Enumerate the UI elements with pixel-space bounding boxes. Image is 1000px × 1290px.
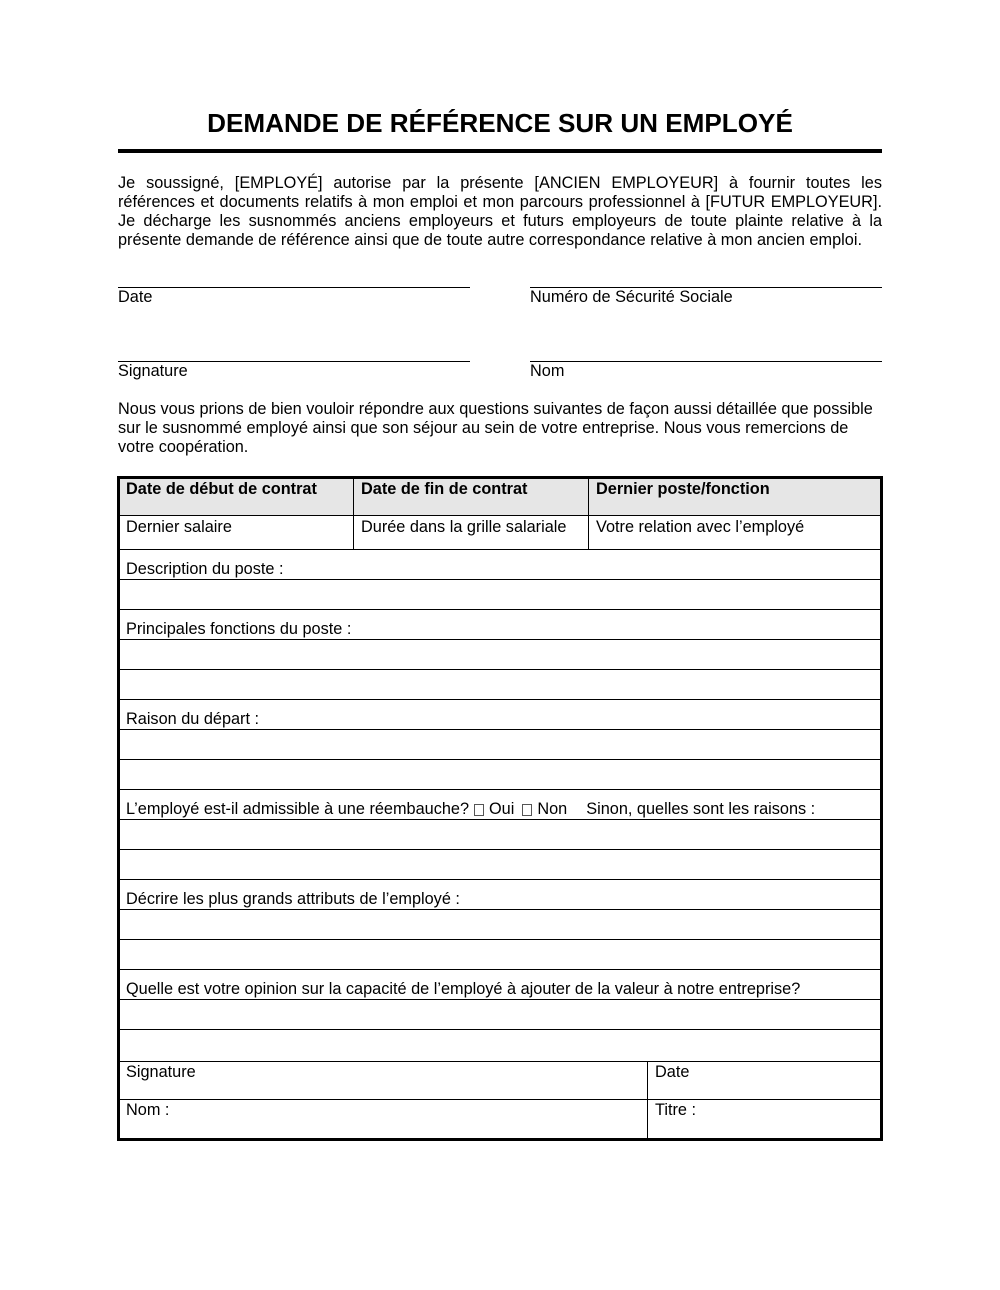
last-salary-label: Dernier salaire <box>126 518 232 536</box>
last-position-label: Dernier poste/fonction <box>596 480 770 498</box>
answer-line[interactable] <box>120 730 880 760</box>
value-opinion-label: Quelle est votre opinion sur la capacité de l’employé à ajouter de la valeur à notre entreprise? <box>126 980 801 998</box>
request-line: Nous vous prions de bien vouloir répondre aux questions suivantes de façon aussi détaillée que possible <box>118 400 873 418</box>
authorization-paragraph <box>118 174 882 250</box>
relationship-cell[interactable] <box>589 516 880 549</box>
departure-reason-row[interactable] <box>120 700 880 730</box>
employee-name-label: Nom <box>530 362 565 380</box>
answer-line[interactable] <box>120 580 880 610</box>
salary-grade-duration-label: Durée dans la grille salariale <box>361 518 567 536</box>
rehire-row[interactable] <box>120 790 880 820</box>
answer-line[interactable] <box>120 670 880 700</box>
last-position-cell[interactable] <box>589 479 880 515</box>
referee-signature-row <box>120 1062 880 1100</box>
employee-signature-label: Signature <box>118 362 188 380</box>
request-line: votre coopération. <box>118 438 249 456</box>
answer-line[interactable] <box>120 850 880 880</box>
request-paragraph <box>118 400 882 457</box>
contract-end-date-cell[interactable] <box>354 479 589 515</box>
attributes-label: Décrire les plus grands attributs de l’employé : <box>126 890 460 908</box>
contract-start-date-label: Date de début de contrat <box>126 480 317 498</box>
attributes-row[interactable] <box>120 880 880 910</box>
answer-line[interactable] <box>120 1000 880 1030</box>
main-duties-label: Principales fonctions du poste : <box>126 620 352 638</box>
employee-date-field[interactable] <box>118 257 470 288</box>
job-description-row[interactable] <box>120 550 880 580</box>
answer-line[interactable] <box>120 1030 880 1062</box>
employee-date-label: Date <box>118 288 153 306</box>
authorization-line: références et documents relatifs à mon emploi et mon parcours professionnel à [FUTUR EMPLOYEUR]. <box>118 193 882 211</box>
answer-line[interactable] <box>120 940 880 970</box>
referee-name-row <box>120 1100 880 1138</box>
contract-start-date-cell[interactable] <box>120 479 354 515</box>
relationship-label: Votre relation avec l’employé <box>596 518 805 536</box>
rehire-followup-label: Sinon, quelles sont les raisons : <box>586 800 816 818</box>
authorization-line: présente demande de référence ainsi que de toute autre correspondance relative à mon ancien emploi. <box>118 231 862 249</box>
employee-signature-field[interactable] <box>118 331 470 362</box>
answer-line[interactable] <box>120 820 880 850</box>
document-title: DEMANDE DE RÉFÉRENCE SUR UN EMPLOYÉ <box>207 108 793 138</box>
answer-line[interactable] <box>120 640 880 670</box>
referee-name-label: Nom : <box>126 1101 170 1119</box>
rehire-yes-checkbox[interactable] <box>474 804 484 816</box>
referee-date-cell[interactable] <box>648 1062 880 1099</box>
table-header-row <box>120 479 880 516</box>
authorization-line: Je décharge les susnommés anciens employeurs et futurs employeurs de toute plainte relative à la <box>118 212 882 230</box>
employee-ssn-label: Numéro de Sécurité Sociale <box>530 288 733 306</box>
referee-title-label: Titre : <box>655 1101 697 1119</box>
rehire-yes-label: Oui <box>489 800 515 818</box>
employee-name-field[interactable] <box>530 331 882 362</box>
referee-title-cell[interactable] <box>648 1100 880 1138</box>
rehire-no-label: Non <box>537 800 568 818</box>
authorization-line: Je soussigné, [EMPLOYÉ] autorise par la présente [ANCIEN EMPLOYEUR] à fournir toutes les <box>118 174 882 192</box>
value-opinion-row[interactable] <box>120 970 880 1000</box>
last-salary-cell[interactable] <box>120 516 354 549</box>
job-description-label: Description du poste : <box>126 560 284 578</box>
salary-grade-duration-cell[interactable] <box>354 516 589 549</box>
rehire-no-checkbox[interactable] <box>522 804 532 816</box>
answer-line[interactable] <box>120 910 880 940</box>
referee-signature-cell[interactable] <box>120 1062 648 1099</box>
title-rule <box>118 149 882 153</box>
table-row <box>120 516 880 550</box>
rehire-question: L’employé est-il admissible à une réembauche? <box>126 800 470 818</box>
request-line: sur le susnommé employé ainsi que son séjour au sein de votre entreprise. Nous vous remercions de <box>118 419 849 437</box>
referee-signature-label: Signature <box>126 1063 196 1081</box>
main-duties-row[interactable] <box>120 610 880 640</box>
answer-line[interactable] <box>120 760 880 790</box>
reference-table <box>117 476 883 1141</box>
contract-end-date-label: Date de fin de contrat <box>361 480 528 498</box>
referee-name-cell[interactable] <box>120 1100 648 1138</box>
departure-reason-label: Raison du départ : <box>126 710 260 728</box>
employee-ssn-field[interactable] <box>530 257 882 288</box>
referee-date-label: Date <box>655 1063 690 1081</box>
